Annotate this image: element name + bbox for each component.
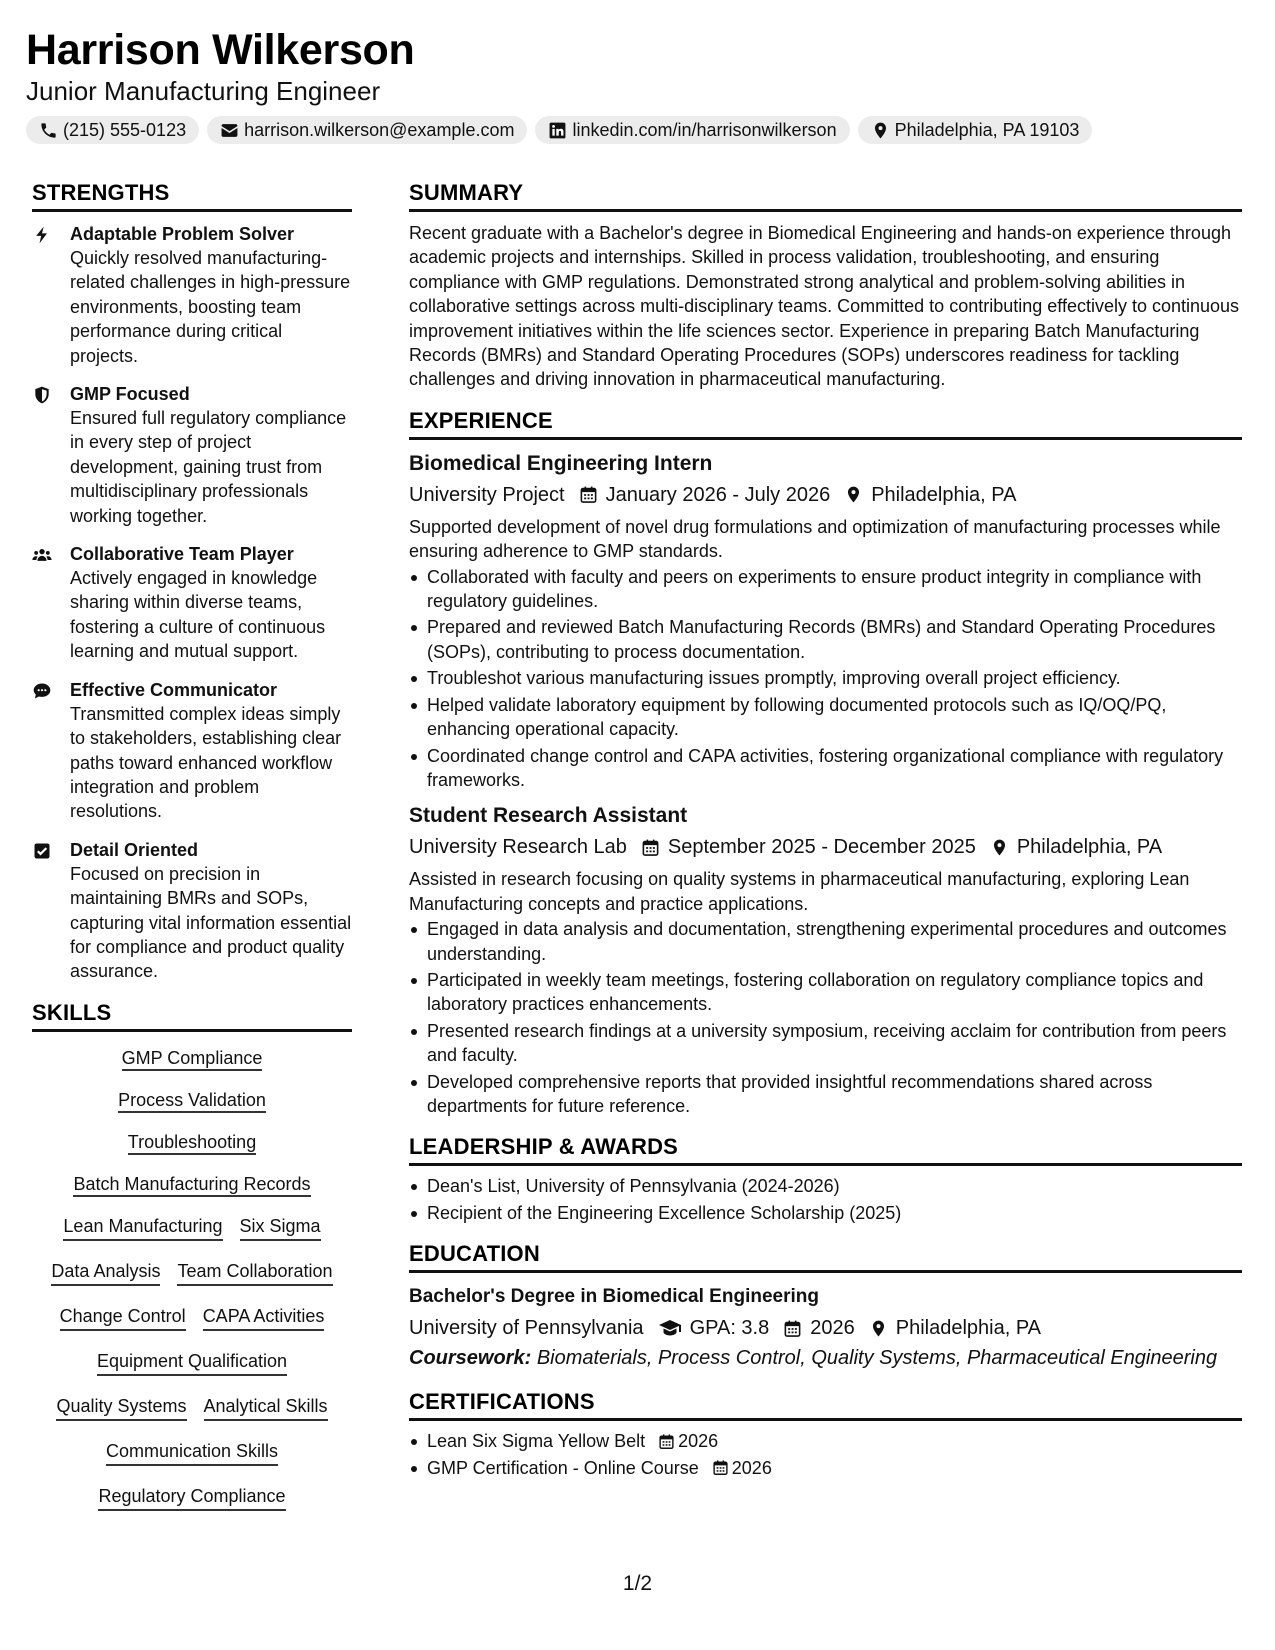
- job-description: Assisted in research focusing on quality systems in pharmaceutical manufacturing, exploring Lean Manufacturing concepts and practice applications.: [409, 869, 1190, 914]
- certification-year: 2026: [678, 1431, 719, 1452]
- contact-linkedin-text: linkedin.com/in/harrisonwilkerson: [572, 119, 837, 140]
- strength-desc: Ensured full regulatory compliance in every step of project development, gaining trust from multidisciplinary professionals working together.: [70, 408, 347, 526]
- location-pin-icon: [869, 1319, 888, 1338]
- job-description: Supported development of novel drug formulations and optimization of manufacturing processes while ensuring adherence to GMP standards.: [409, 516, 1221, 562]
- certifications-list: [409, 1429, 1242, 1480]
- skill-tag: Quality Systems: [56, 1394, 186, 1421]
- coursework-label: Coursework:: [409, 1347, 532, 1370]
- skill-tag: CAPA Activities: [203, 1304, 325, 1331]
- summary-section: [409, 178, 1242, 392]
- skill-tag: Data Analysis: [51, 1259, 160, 1286]
- job-location: Philadelphia, PA: [1016, 836, 1163, 859]
- strength-desc: Transmitted complex ideas simply to stakeholders, establishing clear paths toward enhanced workflow integration and problem resolutions.: [70, 703, 342, 822]
- certification-year: 2026: [731, 1457, 772, 1478]
- school-name: University of Pennsylvania: [409, 1317, 644, 1340]
- calendar-icon: [712, 1459, 729, 1476]
- list-item: Developed comprehensive reports that provided insightful recommendations shared across departments for future reference.: [409, 1070, 1242, 1119]
- speech-bubble-icon: [32, 681, 52, 701]
- list-item: [409, 1429, 1242, 1453]
- skill-tag: Analytical Skills: [204, 1394, 328, 1421]
- list-item: Engaged in data analysis and documentation, strengthening experimental procedures and outcomes understanding.: [409, 917, 1242, 966]
- skill-tag: Change Control: [60, 1304, 186, 1331]
- strength-title: Collaborative Team Player: [70, 544, 294, 565]
- linkedin-icon: [548, 121, 567, 140]
- lightning-bolt-icon: [32, 225, 52, 245]
- graduation-year: 2026: [810, 1317, 855, 1340]
- calendar-icon: [783, 1319, 802, 1338]
- strength-title: Adaptable Problem Solver: [70, 224, 295, 244]
- degree-title: Bachelor's Degree in Biomedical Engineering: [409, 1286, 819, 1308]
- contact-email[interactable]: [207, 116, 527, 144]
- certifications-section: [409, 1387, 1242, 1480]
- job-meta: [409, 480, 1242, 510]
- education-heading: EDUCATION: [409, 1239, 1242, 1273]
- job-dates: September 2025 - December 2025: [667, 836, 976, 859]
- job-dates: January 2026 - July 2026: [605, 483, 831, 506]
- education-meta: [409, 1313, 1242, 1343]
- candidate-headline: Junior Manufacturing Engineer: [26, 76, 381, 106]
- skill-tag: Six Sigma: [240, 1214, 321, 1241]
- summary-heading: SUMMARY: [409, 178, 1242, 212]
- skill-tag: GMP Compliance: [122, 1048, 263, 1071]
- job-entry: [409, 802, 1242, 1118]
- list-item: Recipient of the Engineering Excellence Scholarship (2025): [409, 1201, 1242, 1225]
- leadership-list: [409, 1174, 1242, 1225]
- strength-title: Effective Communicator: [70, 679, 278, 700]
- contact-phone[interactable]: [26, 116, 199, 144]
- job-bullets: [409, 565, 1242, 793]
- list-item: Presented research findings at a university symposium, receiving acclaim for contribution from peers and faculty.: [409, 1019, 1242, 1068]
- strengths-list: [32, 222, 352, 984]
- envelope-icon: [220, 121, 239, 140]
- left-column: [32, 178, 352, 1529]
- list-item: Dean's List, University of Pennsylvania (2024-2026): [409, 1174, 1242, 1198]
- job-title: Biomedical Engineering Intern: [409, 451, 713, 475]
- strength-desc: Quickly resolved manufacturing-related challenges in high-pressure environments, boosting team performance during critical projects.: [70, 248, 351, 366]
- list-item: Prepared and reviewed Batch Manufacturing Records (BMRs) and Standard Operating Procedures (SOPs), contributing to process documentation.: [409, 615, 1242, 664]
- education-section: [409, 1239, 1242, 1373]
- graduation-cap-icon: [658, 1316, 682, 1340]
- strength-item: [32, 542, 352, 664]
- job-org: University Research Lab: [409, 836, 627, 859]
- experience-heading: EXPERIENCE: [409, 406, 1242, 440]
- phone-icon: [39, 121, 58, 140]
- calendar-icon: [641, 838, 660, 857]
- leadership-section: [409, 1132, 1242, 1225]
- skills-heading: SKILLS: [32, 998, 352, 1032]
- contact-location: [858, 116, 1093, 144]
- location-pin-icon: [844, 485, 863, 504]
- skill-tag: Equipment Qualification: [97, 1349, 287, 1376]
- contact-email-text: harrison.wilkerson@example.com: [244, 119, 515, 140]
- strength-item: [32, 222, 352, 368]
- job-bullets: [409, 917, 1242, 1118]
- strength-item: [32, 678, 352, 824]
- shield-icon: [32, 385, 52, 405]
- strength-item: [32, 382, 352, 528]
- calendar-icon: [658, 1433, 675, 1450]
- certification-name: GMP Certification - Online Course: [427, 1457, 699, 1478]
- skills-section: [32, 998, 352, 1529]
- candidate-name: Harrison Wilkerson: [26, 26, 415, 74]
- certifications-heading: CERTIFICATIONS: [409, 1387, 1242, 1421]
- checkbox-icon: [32, 841, 52, 861]
- coursework: [409, 1343, 1242, 1373]
- summary-text: Recent graduate with a Bachelor's degree in Biomedical Engineering and hands-on experience through academic projects and internships. Skilled in process validation, troubleshooting, and ensuring compliance with GMP regulations. Demonstrated strong analytical and problem-solving abilities in collaborative settings across multi-disciplinary teams. Committed to contributing effectively to continuous improvement initiatives within the life sciences sector. Experience in preparing Batch Manufacturing Records (BMRs) and Standard Operating Procedures (SOPs) underscores readiness for tackling challenges and driving innovation in pharmaceutical manufacturing.: [409, 223, 1240, 390]
- strength-desc: Focused on precision in maintaining BMRs and SOPs, capturing vital information essential for compliance and product quality assurance.: [70, 863, 352, 982]
- skill-tag: Process Validation: [118, 1090, 266, 1113]
- skill-tag: Regulatory Compliance: [98, 1484, 285, 1511]
- page-number: 1/2: [622, 1572, 653, 1595]
- strength-title: GMP Focused: [70, 384, 190, 405]
- school-location: Philadelphia, PA: [895, 1317, 1042, 1340]
- job-meta: [409, 832, 1242, 862]
- leadership-heading: LEADERSHIP & AWARDS: [409, 1132, 1242, 1166]
- location-pin-icon: [990, 838, 1009, 857]
- experience-section: [409, 406, 1242, 1119]
- right-column: [409, 178, 1242, 1482]
- list-item: Troubleshot various manufacturing issues promptly, improving overall project efficiency.: [409, 666, 1242, 690]
- job-entry: [409, 450, 1242, 792]
- certification-name: Lean Six Sigma Yellow Belt: [427, 1431, 646, 1452]
- skill-tag: Communication Skills: [106, 1439, 278, 1466]
- contact-location-text: Philadelphia, PA 19103: [894, 119, 1080, 140]
- list-item: Coordinated change control and CAPA activities, fostering organizational compliance with regulatory frameworks.: [409, 744, 1242, 793]
- skills-list: [32, 1046, 352, 1529]
- job-location: Philadelphia, PA: [871, 483, 1017, 506]
- skill-tag: Lean Manufacturing: [63, 1214, 222, 1241]
- contact-bar: [26, 116, 1251, 144]
- strengths-heading: STRENGTHS: [32, 178, 352, 212]
- strength-title: Detail Oriented: [70, 839, 199, 860]
- location-pin-icon: [871, 121, 890, 140]
- job-title: Student Research Assistant: [409, 804, 688, 828]
- job-org: University Project: [409, 483, 565, 506]
- skill-tag: Troubleshooting: [128, 1132, 256, 1155]
- contact-phone-text: (215) 555-0123: [63, 119, 187, 140]
- coursework-list: Biomaterials, Process Control, Quality Systems, Pharmaceutical Engineering: [536, 1347, 1218, 1370]
- list-item: Participated in weekly team meetings, fostering collaboration on regulatory compliance topics and laboratory practices enhancements.: [409, 968, 1242, 1017]
- list-item: Helped validate laboratory equipment by following documented protocols such as IQ/OQ/PQ, enhancing operational capacity.: [409, 693, 1242, 742]
- users-icon: [32, 545, 52, 565]
- strengths-section: [32, 178, 352, 984]
- list-item: [409, 1456, 1242, 1480]
- list-item: Collaborated with faculty and peers on experiments to ensure product integrity in compliance with regulatory guidelines.: [409, 565, 1242, 614]
- resume-header: [26, 24, 1251, 144]
- skill-tag: Batch Manufacturing Records: [73, 1174, 310, 1197]
- skill-tag: Team Collaboration: [177, 1259, 332, 1286]
- gpa: GPA: 3.8: [689, 1317, 770, 1340]
- contact-linkedin[interactable]: [535, 116, 849, 144]
- calendar-icon: [579, 485, 598, 504]
- strength-item: [32, 838, 352, 984]
- strength-desc: Actively engaged in knowledge sharing within diverse teams, fostering a culture of continuous learning and mutual support.: [70, 568, 326, 662]
